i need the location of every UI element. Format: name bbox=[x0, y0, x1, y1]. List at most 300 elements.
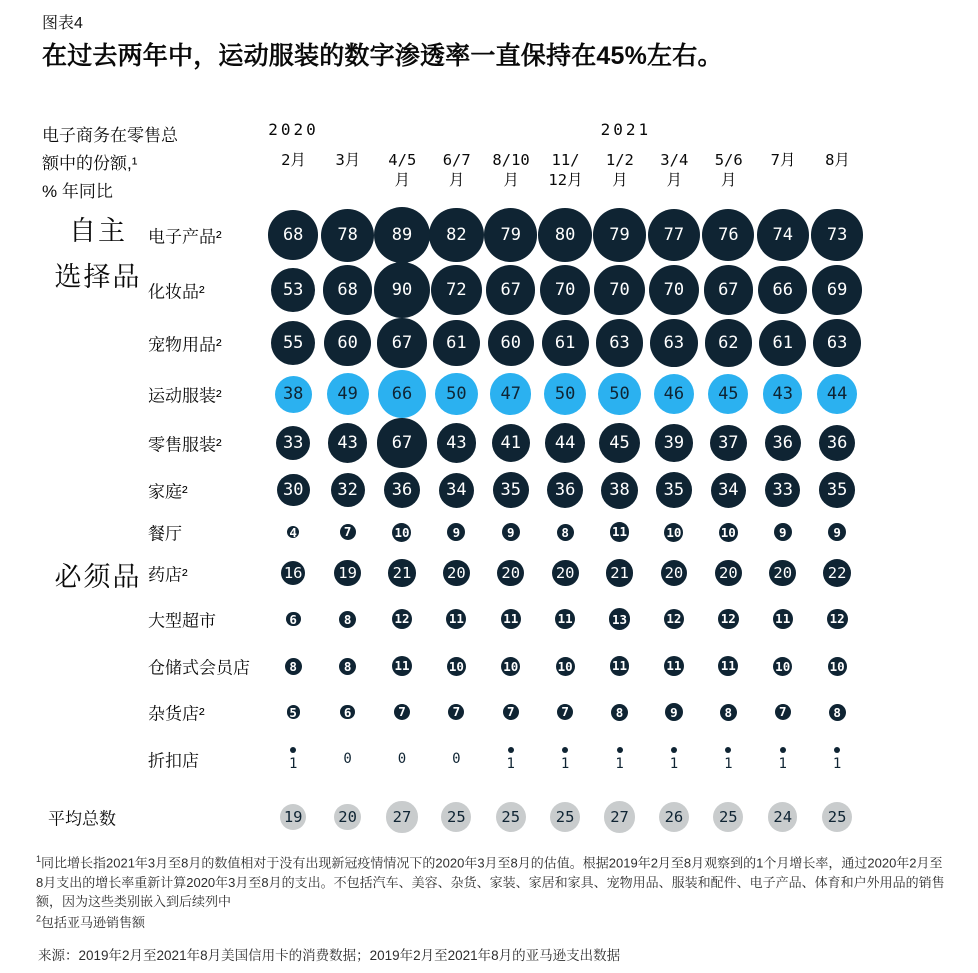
bubble-cell bbox=[538, 369, 592, 419]
bubble-value: 11 bbox=[666, 658, 682, 674]
bubble-value: 70 bbox=[554, 280, 576, 300]
bubble-value: 9 bbox=[833, 524, 841, 540]
bubble-value: 10 bbox=[720, 524, 736, 540]
bubble-cell bbox=[810, 317, 864, 369]
bubble-cell bbox=[647, 513, 701, 551]
bubble-value: 5 bbox=[289, 704, 297, 720]
column-header: 8月 bbox=[825, 151, 850, 169]
bubble bbox=[649, 265, 699, 315]
bubble bbox=[447, 657, 466, 676]
bubble bbox=[547, 472, 583, 508]
bubble bbox=[710, 425, 747, 462]
bubble bbox=[439, 473, 474, 508]
bubble-value: 45 bbox=[609, 433, 630, 453]
bubble-cell bbox=[592, 643, 646, 689]
bubble bbox=[384, 472, 420, 508]
bubble-value: 20 bbox=[338, 807, 357, 826]
bubble-cell bbox=[810, 595, 864, 643]
bubble-value: 35 bbox=[663, 480, 685, 500]
bubble bbox=[599, 423, 639, 463]
bubble-cell bbox=[320, 317, 374, 369]
bubble-cell bbox=[701, 207, 755, 263]
bubble-cell bbox=[701, 513, 755, 551]
source-line: 来源：2019年2月至2021年8月美国信用卡的消费数据；2019年2月至2021年8月的亚马逊支出数据 bbox=[38, 948, 621, 963]
bubble bbox=[497, 560, 524, 587]
footnote-1 bbox=[36, 850, 948, 912]
row-cells bbox=[266, 551, 864, 595]
row-cells bbox=[266, 791, 864, 843]
bubble-cell bbox=[701, 643, 755, 689]
bubble-value: 62 bbox=[718, 333, 739, 353]
row-label: 平均总数 bbox=[48, 809, 116, 829]
bubble-cell bbox=[538, 467, 592, 513]
bubble-cell bbox=[810, 467, 864, 513]
bubble-value: 69 bbox=[826, 279, 848, 300]
bubble bbox=[705, 319, 752, 366]
bubble bbox=[719, 523, 738, 542]
bubble-value: 77 bbox=[663, 225, 685, 245]
bubble-dot bbox=[780, 747, 786, 753]
bubble-value: 32 bbox=[337, 479, 358, 500]
bubble-value: 20 bbox=[664, 563, 684, 582]
bubble-value: 68 bbox=[337, 280, 358, 300]
bubble-value: 53 bbox=[282, 280, 304, 300]
bubble-cell bbox=[810, 791, 864, 843]
bubble bbox=[550, 802, 580, 832]
bubble-cell bbox=[592, 419, 646, 467]
bubble bbox=[557, 704, 573, 720]
table-row bbox=[48, 467, 948, 513]
bubble-cell bbox=[429, 735, 483, 783]
bubble-cell bbox=[647, 419, 701, 467]
bubble-cell bbox=[538, 317, 592, 369]
bubble-value: 79 bbox=[500, 224, 521, 245]
bubble bbox=[704, 265, 753, 314]
bubble bbox=[392, 523, 411, 542]
bubble-value: 27 bbox=[610, 808, 629, 826]
bubble-dot bbox=[617, 747, 623, 753]
bubble-cell bbox=[429, 263, 483, 317]
bubble bbox=[448, 704, 464, 720]
bubble bbox=[718, 656, 738, 676]
bubble-value: 73 bbox=[826, 224, 848, 245]
bubble-value: 20 bbox=[447, 563, 466, 582]
bubble-cell bbox=[647, 207, 701, 263]
bubble bbox=[596, 319, 644, 367]
column-header: 5/6 月 bbox=[714, 151, 743, 189]
bubble-cell bbox=[756, 317, 810, 369]
table-row bbox=[48, 689, 948, 735]
bubble-cell bbox=[810, 207, 864, 263]
bubble bbox=[340, 524, 356, 540]
bubble-cell bbox=[538, 207, 592, 263]
bubble-value: 27 bbox=[392, 808, 412, 826]
bubble-value: 25 bbox=[827, 808, 847, 826]
bubble-value: 9 bbox=[670, 704, 678, 720]
bubble bbox=[768, 802, 797, 831]
bubble-cell bbox=[538, 513, 592, 551]
table-row bbox=[48, 419, 948, 467]
table-row bbox=[48, 595, 948, 643]
bubble bbox=[328, 423, 367, 462]
bubble bbox=[331, 473, 365, 507]
bubble-value: 11 bbox=[394, 658, 410, 674]
bubble-cell bbox=[756, 513, 810, 551]
bubble bbox=[394, 704, 410, 720]
bubble bbox=[598, 373, 640, 415]
bubble-cell bbox=[592, 551, 646, 595]
bubble bbox=[765, 473, 800, 508]
bubble-value: 1 bbox=[778, 755, 787, 772]
row-label: 化妆品² bbox=[148, 282, 205, 302]
bubble-value: 55 bbox=[282, 333, 304, 353]
row-label: 宠物用品² bbox=[148, 335, 222, 355]
bubble-value: 82 bbox=[446, 224, 467, 245]
bubble-cell bbox=[484, 791, 538, 843]
bubble-cell bbox=[375, 643, 429, 689]
row-label: 家庭² bbox=[148, 482, 188, 502]
bubble-cell bbox=[756, 643, 810, 689]
bubble-cell bbox=[701, 467, 755, 513]
bubble bbox=[659, 802, 690, 833]
row-label: 杂货店² bbox=[148, 704, 205, 724]
bubble-cell bbox=[592, 689, 646, 735]
bubble-value: 8 bbox=[561, 524, 569, 540]
bubble bbox=[664, 609, 685, 630]
bubble bbox=[271, 321, 316, 366]
bubble bbox=[827, 609, 848, 630]
bubble bbox=[650, 319, 698, 367]
bubble-value: 21 bbox=[610, 564, 629, 582]
bubble-cell bbox=[538, 595, 592, 643]
column-header: 1/2 月 bbox=[605, 151, 634, 189]
bubble-value: 10 bbox=[775, 658, 791, 674]
bubble-cell bbox=[375, 513, 429, 551]
bubble-value: 8 bbox=[343, 611, 352, 627]
bubble bbox=[654, 374, 695, 415]
bubble-cell bbox=[810, 551, 864, 595]
bubble-cell bbox=[647, 791, 701, 843]
row-label: 零售服装² bbox=[148, 435, 222, 455]
axis-note-line: % 年同比 bbox=[42, 182, 113, 201]
bubble bbox=[828, 523, 846, 541]
bubble-value: 10 bbox=[557, 658, 573, 674]
bubble-cell bbox=[484, 513, 538, 551]
bubble-cell bbox=[810, 735, 864, 783]
bubble bbox=[446, 609, 466, 629]
row-label: 电子产品² bbox=[148, 227, 222, 247]
bubble-value: 36 bbox=[391, 480, 413, 500]
bubble bbox=[718, 609, 739, 630]
bubble-cell bbox=[375, 791, 429, 843]
bubble bbox=[593, 208, 646, 261]
bubble-value: 38 bbox=[282, 384, 304, 404]
bubble bbox=[775, 704, 791, 720]
bubble-cell bbox=[320, 369, 374, 419]
bubble-cell bbox=[375, 689, 429, 735]
bubble bbox=[757, 209, 809, 261]
bubble-value: 80 bbox=[554, 225, 576, 245]
bubble-value: 1 bbox=[560, 755, 570, 772]
bubble-value: 44 bbox=[826, 383, 848, 404]
group-label: 必须品 bbox=[54, 562, 142, 592]
bubble-cell bbox=[375, 263, 429, 317]
footnote-2-text: 包括亚马逊销售额 bbox=[41, 915, 146, 930]
bubble-cell bbox=[592, 791, 646, 843]
bubble-value: 10 bbox=[448, 658, 464, 674]
bubble bbox=[441, 802, 471, 832]
bubble-dot bbox=[671, 747, 677, 753]
bubble bbox=[763, 374, 802, 413]
bubble bbox=[493, 472, 529, 508]
bubble-value: 22 bbox=[827, 564, 847, 582]
bubble-cell bbox=[266, 369, 320, 419]
bubble-value: 50 bbox=[609, 383, 630, 404]
bubble-cell bbox=[429, 369, 483, 419]
bubble-matrix-chart bbox=[42, 112, 948, 852]
bubble-value: 8 bbox=[289, 658, 297, 674]
bubble-cell bbox=[701, 595, 755, 643]
bubble bbox=[277, 474, 310, 507]
bubble-value: 63 bbox=[826, 333, 848, 353]
bubble-value: 66 bbox=[772, 280, 793, 300]
bubble-cell bbox=[320, 689, 374, 735]
bubble-cell bbox=[429, 467, 483, 513]
bubble-value: 13 bbox=[612, 611, 628, 627]
bubble bbox=[823, 559, 851, 587]
bubble-value: 41 bbox=[500, 432, 521, 453]
row-cells bbox=[266, 263, 864, 317]
bubble-cell bbox=[538, 689, 592, 735]
bubble-value: 8 bbox=[724, 704, 733, 720]
bubble bbox=[611, 704, 628, 721]
bubble-value: 11 bbox=[448, 611, 464, 627]
bubble bbox=[822, 802, 852, 832]
bubble-value: 45 bbox=[718, 384, 739, 404]
bubble-value: 8 bbox=[343, 658, 352, 674]
row-label: 运动服装² bbox=[148, 386, 222, 406]
bubble-value: 63 bbox=[609, 333, 630, 353]
bubble bbox=[656, 472, 692, 508]
bubble-cell bbox=[429, 643, 483, 689]
column-header: 4/5 月 bbox=[388, 151, 417, 189]
bubble bbox=[388, 559, 416, 587]
bubble bbox=[829, 704, 846, 721]
bubble bbox=[664, 656, 684, 676]
bubble-value: 7 bbox=[778, 704, 787, 720]
bubble-value: 36 bbox=[772, 433, 793, 453]
bubble-value: 49 bbox=[337, 384, 358, 404]
bubble bbox=[720, 704, 737, 721]
bubble-value: 25 bbox=[555, 808, 575, 826]
bubble-value: 4 bbox=[289, 524, 297, 540]
bubble-value: 60 bbox=[500, 333, 521, 353]
bubble-value: 61 bbox=[554, 332, 576, 353]
bubble-value: 35 bbox=[826, 480, 848, 500]
bubble-cell bbox=[429, 595, 483, 643]
page-title: 在过去两年中，运动服装的数字渗透率一直保持在45%左右。 bbox=[42, 42, 723, 70]
bubble-cell bbox=[375, 551, 429, 595]
bubble-value: 24 bbox=[773, 807, 793, 826]
bubble-cell bbox=[484, 595, 538, 643]
bubble bbox=[377, 318, 426, 367]
bubble-cell bbox=[810, 419, 864, 467]
bubble-cell bbox=[320, 467, 374, 513]
bubble bbox=[773, 657, 792, 676]
bubble-dot bbox=[834, 747, 840, 753]
bubble bbox=[664, 523, 683, 542]
bubble-value: 6 bbox=[289, 611, 297, 627]
bubble bbox=[819, 425, 855, 461]
footnote-1-text: 同比增长指2021年3月至8月的数值相对于没有出现新冠疫情情况下的2020年3月至8月的估值。根据2019年2月至8月观察到的1个月增长率，通过2020年2月至8月支出的增长率重新计算2020年3月至8月的支出。不包括汽车、美容、杂货、家装、家居和家具、宠物用品、服装和配件、电子产品、体育和户外用品的销售额，因为这些类别嵌入到后续列中 bbox=[36, 855, 945, 910]
bubble bbox=[377, 418, 426, 467]
bubble-cell bbox=[701, 263, 755, 317]
bubble-cell bbox=[320, 551, 374, 595]
bubble-value: 46 bbox=[663, 384, 685, 404]
bubble-value: 12 bbox=[394, 611, 410, 627]
year-label: 2021 bbox=[600, 120, 652, 139]
bubble-value: 11 bbox=[557, 611, 573, 627]
bubble-value: 10 bbox=[666, 524, 682, 540]
bubble bbox=[708, 374, 748, 414]
bubble-cell bbox=[484, 369, 538, 419]
bubble-cell bbox=[592, 263, 646, 317]
bubble-value: 25 bbox=[718, 808, 738, 826]
bubble bbox=[280, 804, 306, 830]
bubble-cell bbox=[647, 689, 701, 735]
bubble-value: 70 bbox=[663, 280, 685, 300]
bubble bbox=[556, 657, 575, 676]
bubble-cell bbox=[429, 791, 483, 843]
bubble-value: 11 bbox=[775, 611, 791, 627]
bubble bbox=[503, 704, 519, 720]
bubble bbox=[501, 609, 521, 629]
bubble-value: 9 bbox=[506, 524, 515, 540]
bubble-value: 67 bbox=[391, 333, 413, 353]
bubble-cell bbox=[484, 317, 538, 369]
bubble bbox=[544, 373, 586, 415]
bubble-cell bbox=[484, 207, 538, 263]
bubble bbox=[486, 265, 535, 314]
row-cells bbox=[266, 317, 864, 369]
bubble-cell bbox=[756, 791, 810, 843]
column-header: 2月 bbox=[281, 151, 306, 169]
column-header: 8/10 月 bbox=[492, 151, 530, 189]
bubble-cell bbox=[592, 369, 646, 419]
axis-note-line: 电子商务在零售总 bbox=[42, 126, 178, 145]
bubble-value: 72 bbox=[446, 279, 467, 300]
bubble bbox=[665, 703, 683, 721]
bubble-cell bbox=[538, 735, 592, 783]
bubble-cell bbox=[266, 467, 320, 513]
bubble bbox=[538, 208, 592, 262]
bubble-cell bbox=[266, 735, 320, 783]
bubble bbox=[828, 657, 847, 676]
bubble-cell bbox=[810, 643, 864, 689]
bubble-value: 25 bbox=[501, 808, 521, 826]
bubble bbox=[610, 656, 630, 676]
bubble-value: 67 bbox=[391, 433, 413, 453]
bubble bbox=[321, 209, 374, 262]
bubble-value: 9 bbox=[452, 524, 461, 540]
bubble-value: 74 bbox=[772, 225, 793, 245]
bubble-cell bbox=[538, 419, 592, 467]
bubble-value: 33 bbox=[282, 433, 304, 453]
bubble-cell bbox=[375, 735, 429, 783]
bubble bbox=[488, 320, 535, 367]
bubble bbox=[540, 265, 590, 315]
bubble-cell bbox=[756, 419, 810, 467]
bubble bbox=[392, 609, 413, 630]
bubble bbox=[758, 266, 807, 315]
bubble-cell bbox=[375, 419, 429, 467]
bubble-value: 1 bbox=[506, 755, 515, 772]
bubble-value: 67 bbox=[500, 280, 521, 300]
bubble-value: 7 bbox=[398, 704, 406, 720]
bubble-dot bbox=[508, 747, 514, 753]
bubble-value: 12 bbox=[720, 611, 736, 627]
bubble bbox=[340, 705, 355, 720]
bubble-value: 47 bbox=[500, 384, 521, 404]
bubble-cell bbox=[756, 595, 810, 643]
bubble-value: 43 bbox=[446, 432, 467, 453]
bubble-value: 21 bbox=[392, 564, 412, 582]
row-label: 药店² bbox=[148, 565, 188, 585]
bubble-cell bbox=[701, 419, 755, 467]
bubble-value: 20 bbox=[501, 563, 521, 582]
row-cells bbox=[266, 513, 864, 551]
bubble-cell bbox=[701, 369, 755, 419]
bubble-value: 34 bbox=[718, 480, 739, 500]
table-row bbox=[48, 735, 948, 783]
bubble-cell bbox=[647, 467, 701, 513]
bubble bbox=[594, 265, 644, 315]
bubble bbox=[286, 612, 301, 627]
bubble-cell bbox=[266, 689, 320, 735]
bubble-cell bbox=[538, 643, 592, 689]
table-row bbox=[48, 513, 948, 551]
column-header: 11/ 12月 bbox=[548, 151, 583, 189]
bubble bbox=[715, 560, 742, 587]
bubble-value: 19 bbox=[283, 808, 303, 826]
bubble-cell bbox=[429, 207, 483, 263]
bubble-cell bbox=[266, 317, 320, 369]
bubble-cell bbox=[592, 513, 646, 551]
bubble bbox=[484, 208, 537, 261]
bubble-value: 36 bbox=[826, 433, 848, 453]
bubble-cell bbox=[756, 369, 810, 419]
bubble-value: 39 bbox=[663, 433, 685, 453]
bubble-value: 8 bbox=[833, 704, 841, 720]
bubble bbox=[327, 373, 369, 415]
bubble-value: 11 bbox=[612, 524, 628, 540]
bubble bbox=[555, 609, 575, 629]
bubble bbox=[433, 320, 480, 367]
bubble-value: 1 bbox=[669, 755, 679, 772]
bubble-value: 50 bbox=[446, 383, 467, 404]
bubble-value: 10 bbox=[503, 658, 519, 674]
bubble bbox=[609, 608, 631, 630]
bubble-dot bbox=[725, 747, 731, 753]
bubble bbox=[606, 559, 634, 587]
bubble-cell bbox=[810, 689, 864, 735]
bubble-cell bbox=[266, 419, 320, 467]
bubble-cell bbox=[320, 643, 374, 689]
bubble bbox=[285, 658, 302, 675]
row-cells bbox=[266, 467, 864, 513]
bubble bbox=[819, 472, 855, 508]
bubble bbox=[378, 370, 427, 419]
